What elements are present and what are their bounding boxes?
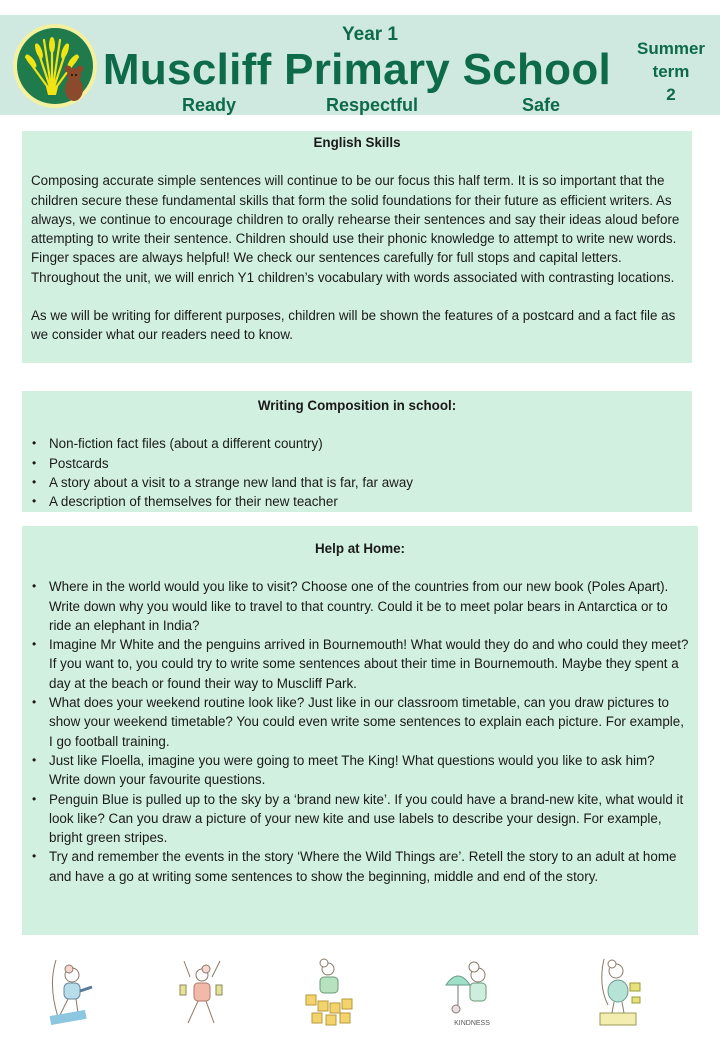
writing-composition-section xyxy=(22,391,692,512)
writing-composition-title: Writing Composition in school: xyxy=(257,398,457,413)
list-item: • Just like Floella, imagine you were going to meet The King! What questions would you like to ask him? Write down your favourite questions. xyxy=(31,751,689,790)
list-item: • Where in the world would you like to visit? Choose one of the countries from our new book (Poles Apart). Write down why you would like to travel to that country. Could it be to meet polar bears in Antarctica or to ride an elephant in India? xyxy=(31,577,689,635)
list-item: • What does your weekend routine look like? Just like in our classroom timetable, can you draw pictures to show your weekend timetable? You could even write some sentences to explain each picture. For example, I go football training. xyxy=(31,693,689,751)
term-season: Summer xyxy=(636,39,706,58)
english-paragraph: Composing accurate simple sentences will continue to be our focus this half term. It is so important that the children secure these fundamental skills that form the solid foundations for their future as efficient writers. As always, we continue to encourage children to orally rehearse their sentences and say their ideas aloud before attempting to write their sentence. Children should use their phonic knowledge to attempt to write new words. Finger spaces are always helpful! We check our sentences carefully for full stops and capital letters. Throughout the unit, we will enrich Y1 children’s vocabulary with words associated with contrasting locations. xyxy=(31,173,680,285)
list-item: • Try and remember the events in the story ‘Where the Wild Things are’. Retell the story to an adult at home and have a go at writing some sentences to show the beginning, middle and end of the story. xyxy=(31,847,689,886)
mouse-celebrating-icon xyxy=(172,955,232,1030)
mouse-puzzle-icon xyxy=(300,955,360,1030)
header-banner xyxy=(0,15,720,115)
writing-composition-list xyxy=(31,434,683,511)
list-item: • A story about a visit to a strange new land that is far, far away xyxy=(31,473,683,492)
help-at-home-list xyxy=(31,577,689,886)
value-ready: Ready xyxy=(182,95,237,115)
list-item: • Penguin Blue is pulled up to the sky by a ‘brand new kite’. If you could have a brand-new kite, what would it look like? Can you draw a picture of your new kite and use labels to describe your design. For example, bright green stripes. xyxy=(31,790,689,848)
english-paragraph: As we will be writing for different purposes, children will be shown the features of a postcard and a fact file as we consider what our readers need to know. xyxy=(31,308,676,343)
list-item: • Non-fiction fact files (about a different country) xyxy=(31,434,683,453)
term-word: term xyxy=(652,62,690,81)
year-group: Year 1 xyxy=(342,24,398,45)
english-skills-title: English Skills xyxy=(313,135,401,150)
mouse-building-icon xyxy=(590,955,650,1030)
list-item: • Postcards xyxy=(31,454,683,473)
value-respectful: Respectful xyxy=(326,95,419,115)
term-number: 2 xyxy=(666,85,676,104)
help-at-home-section xyxy=(22,526,698,935)
school-name: Muscliff Primary School xyxy=(102,45,612,94)
list-item: • A description of themselves for their new teacher xyxy=(31,492,683,511)
kindness-caption: KINDNESS xyxy=(454,1020,490,1027)
help-at-home-title: Help at Home: xyxy=(314,541,406,556)
value-safe: Safe xyxy=(522,95,561,115)
term-label xyxy=(636,37,706,106)
list-item: • Imagine Mr White and the penguins arrived in Bournemouth! What would they do and who could they meet? If you want to, you could try to write some sentences about their time in Bournemouth. Maybe they spent a day at the beach or found their way to Muscliff Park. xyxy=(31,635,689,693)
english-skills-section xyxy=(22,131,692,363)
mouse-kindness-icon xyxy=(442,955,502,1030)
mouse-resilience-icon xyxy=(42,955,102,1030)
